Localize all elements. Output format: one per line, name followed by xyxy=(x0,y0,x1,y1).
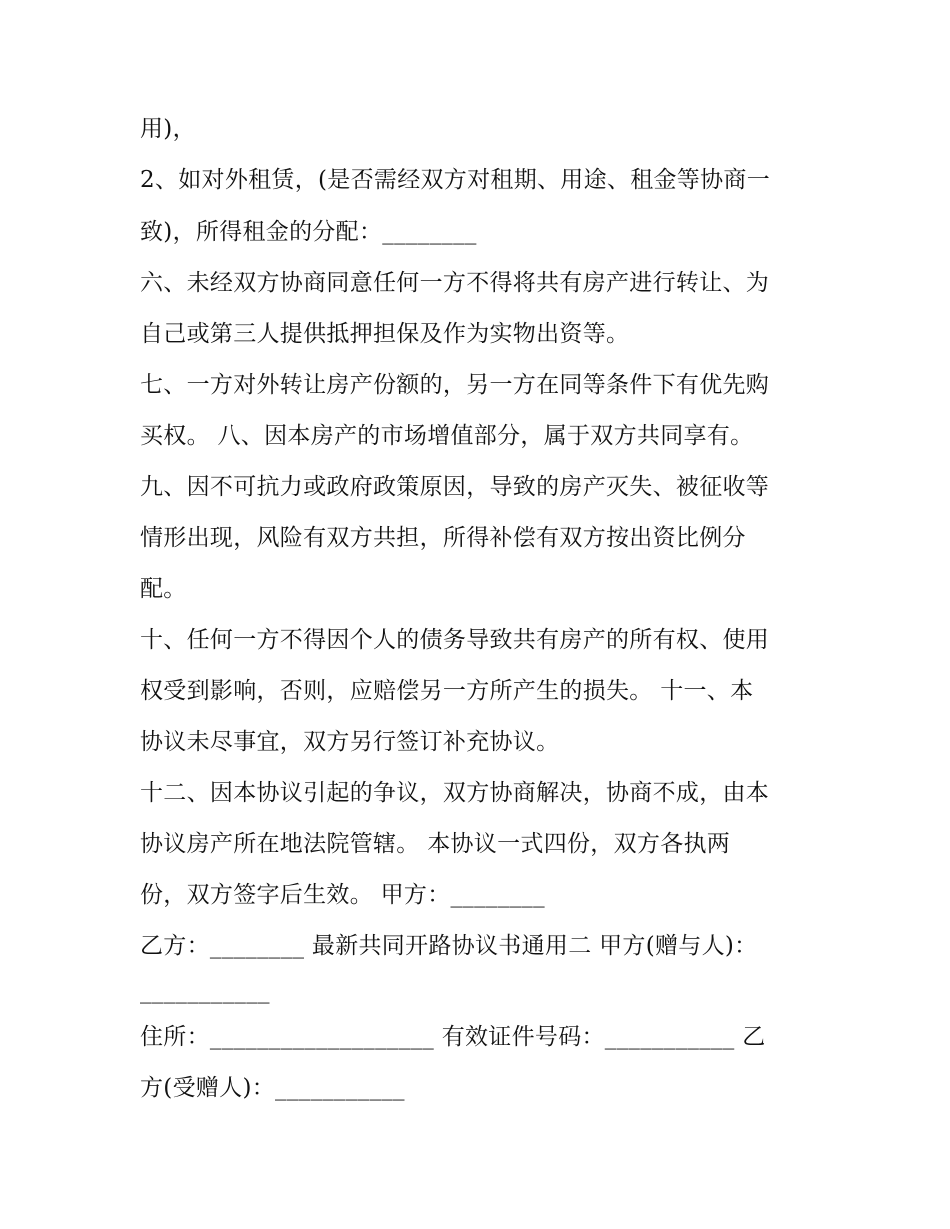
text-line-8: 九、因不可抗力或政府政策原因，导致的房产灭失、被征收等 xyxy=(140,474,770,500)
text-line-6: 七、一方对外转让房产份额的，另一方在同等条件下有优先购 xyxy=(140,372,770,398)
text-line-19: 住所：___________________ 有效证件号码：___________ 乙 xyxy=(140,1024,766,1050)
text-line-12: 权受到影响，否则，应赔偿另一方所产生的损失。 十一、本 xyxy=(140,678,754,704)
text-line-13: 协议未尽事宜，双方另行签订补充协议。 xyxy=(140,729,560,755)
text-line-14: 十二、因本协议引起的争议，双方协商解决，协商不成，由本 xyxy=(140,780,770,806)
text-line-5: 自己或第三人提供抵押担保及作为实物出资等。 xyxy=(140,321,630,347)
text-line-16: 份，双方签字后生效。 甲方：________ xyxy=(140,882,545,908)
text-line-4: 六、未经双方协商同意任何一方不得将共有房产进行转让、为 xyxy=(140,270,770,296)
text-line-15: 协议房产所在地法院管辖。 本协议一式四份，双方各执两 xyxy=(140,831,731,857)
text-line-17: 乙方：________ 最新共同开路协议书通用二 甲方(赠与人)： xyxy=(140,933,758,959)
text-line-9: 情形出现，风险有双方共担，所得补偿有双方按出资比例分 xyxy=(140,525,746,551)
text-line-2: 2、如对外租赁，(是否需经双方对租期、用途、租金等协商一 xyxy=(140,167,771,193)
text-line-7: 买权。 八、因本房产的市场增值部分，属于双方共同享有。 xyxy=(140,423,754,449)
text-line-10: 配。 xyxy=(140,576,187,602)
text-line-18: ___________ xyxy=(140,978,270,1004)
text-line-1: 用)， xyxy=(140,116,196,142)
text-line-11: 十、任何一方不得因个人的债务导致共有房产的所有权、使用 xyxy=(140,627,770,653)
text-line-3: 致)，所得租金的分配：________ xyxy=(140,219,477,245)
text-line-20: 方(受赠人)：___________ xyxy=(140,1075,405,1101)
